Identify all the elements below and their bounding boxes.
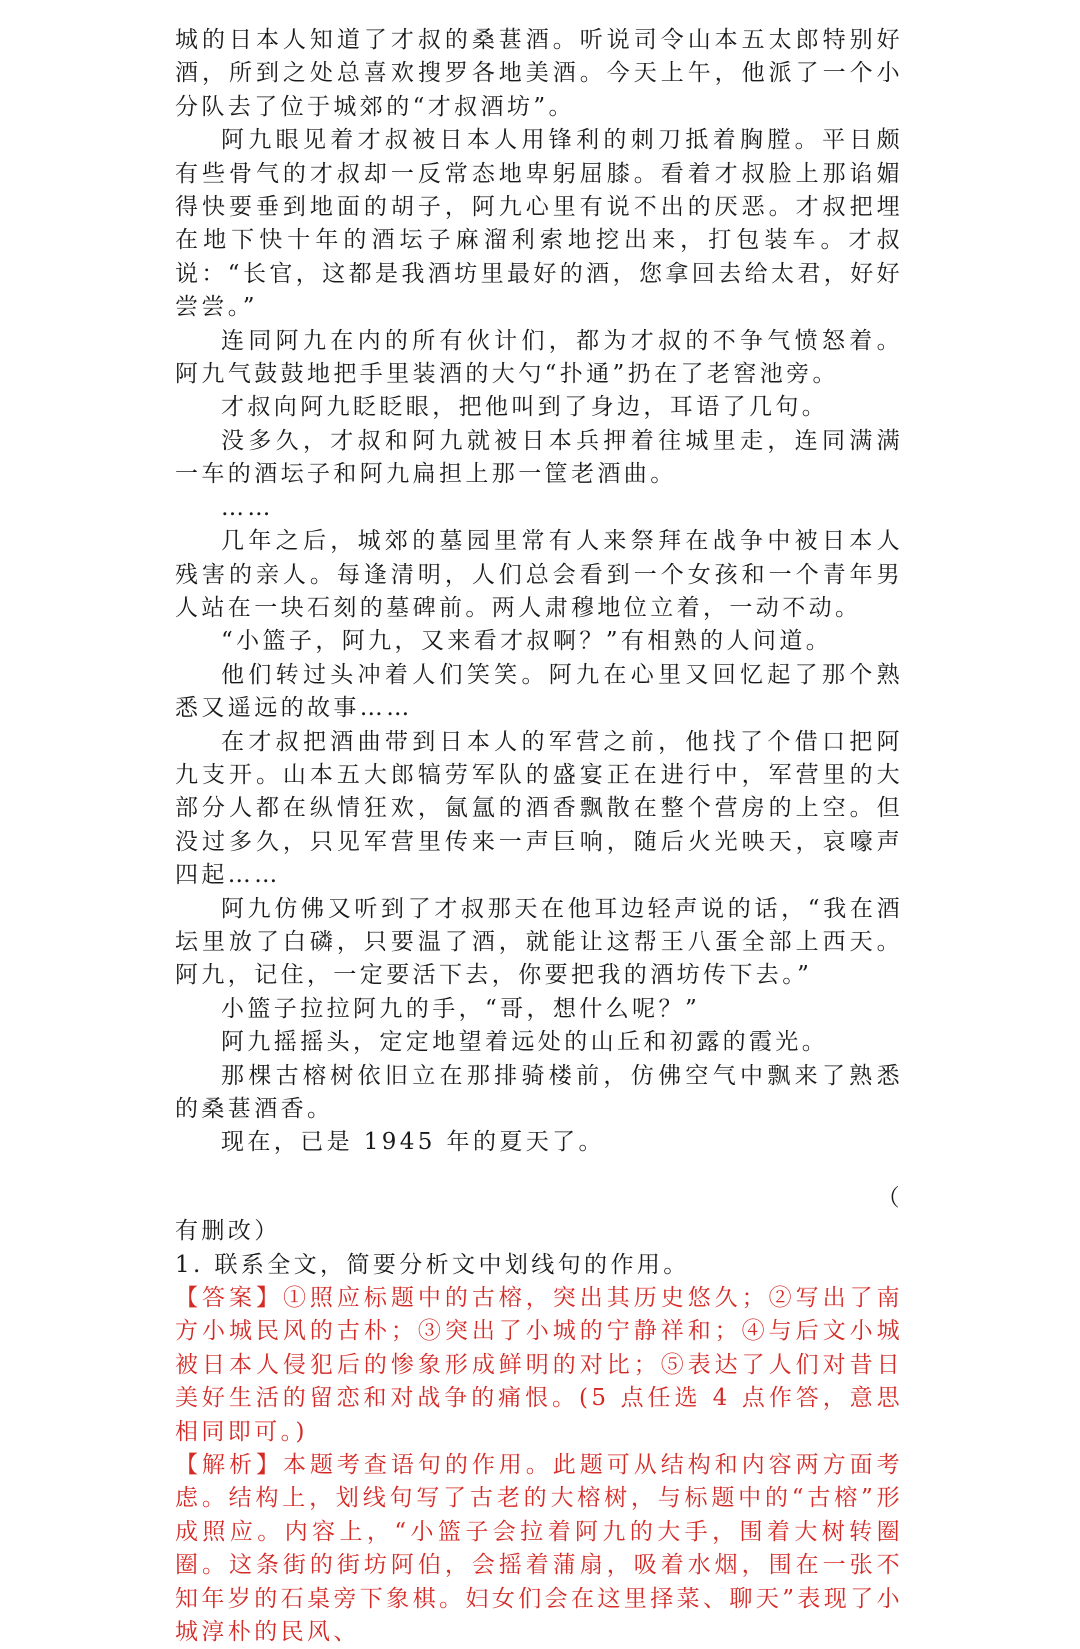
answer-text: ①照应标题中的古榕，突出其历史悠久；②写出了南方小城民风的古朴；③突出了小城的宁静祥和；④与后文小城被日本人侵犯后的惨象形成鲜明的对比；⑤表达了人们对昔日美好生活的留恋和对战争的痛恨。(5 点任选 4 点作答，意思相同即可。) bbox=[175, 1285, 903, 1445]
story-ellipsis: …… bbox=[221, 494, 274, 521]
story-paragraph: 阿九仿佛又听到了才叔那天在他耳边轻声说的话，“我在酒坛里放了白磷，只要温了酒，就能让这帮王八蛋全部上西天。阿九，记住，一定要活下去，你要把我的酒坊传下去。” bbox=[175, 895, 903, 989]
story-paragraph: 那棵古榕树依旧立在那排骑楼前，仿佛空气中飘来了熟悉的桑葚酒香。 bbox=[175, 1062, 903, 1122]
story-paragraph: 几年之后，城郊的墓园里常有人来祭拜在战争中被日本人残害的亲人。每逢清明，人们总会看到一个女孩和一个青年男人站在一块石刻的墓碑前。两人肃穆地位立着，一动不动。 bbox=[175, 528, 903, 621]
story-paragraph: 才叔向阿九眨眨眼，把他叫到了身边，耳语了几句。 bbox=[221, 394, 829, 421]
document-body bbox=[175, 24, 903, 1649]
story-paragraph: 现在，已是 1945 年的夏天了。 bbox=[221, 1129, 605, 1156]
story-paragraph: “小篮子，阿九，又来看才叔啊？”有相熟的人问道。 bbox=[221, 628, 833, 655]
analysis-block bbox=[175, 1449, 903, 1649]
question-1: 1. 联系全文，简要分析文中划线句的作用。 bbox=[175, 1251, 690, 1278]
story-paragraph: 没多久，才叔和阿九就被日本兵押着往城里走，连同满满一车的酒坛子和阿九扁担上那一筐老酒曲。 bbox=[175, 427, 903, 488]
analysis-text: 本题考查语句的作用。此题可从结构和内容两方面考虑。结构上，划线句写了古老的大榕树，与标题中的“古榕”形成照应。内容上，“小篮子会拉着阿九的大手，围着大树转圈圈。这条街的街坊阿伯，会摇着蒲扇，吸着水烟，围在一张不知年岁的石桌旁下象棋。妇女们会在这里择菜、聊天”表现了小城淳朴的民风、 bbox=[175, 1452, 903, 1646]
story-paragraph: 连同阿九在内的所有伙计们，都为才叔的不争气愤怒着。阿九气鼓鼓地把手里装酒的大勺“扑通”扔在了老窖池旁。 bbox=[175, 327, 903, 388]
answer-tag: 【答案】 bbox=[175, 1285, 283, 1312]
story-paragraph: 阿九摇摇头，定定地望着远处的山丘和初露的霞光。 bbox=[221, 1029, 829, 1056]
story-paragraph: 小篮子拉拉阿九的手，“哥，想什么呢？” bbox=[221, 995, 701, 1022]
story-paragraph: 城的日本人知道了才叔的桑葚酒。听说司令山本五太郎特别好酒，所到之处总喜欢搜罗各地美酒。今天上午，他派了一个小分队去了位于城郊的“才叔酒坊”。 bbox=[175, 27, 903, 120]
story-paragraph: 他们转过头冲着人们笑笑。阿九在心里又回忆起了那个熟悉又遥远的故事…… bbox=[175, 661, 903, 722]
story-paragraph: 在才叔把酒曲带到日本人的军营之前，他找了个借口把阿九支开。山本五大郎犒劳军队的盛宴正在进行中，军营里的大部分人都在纵情狂欢，氤氲的酒香飘散在整个营房的上空。但没过多久，只见军营里传来一声巨响，随后火光映天，哀嚎声四起…… bbox=[175, 728, 903, 889]
analysis-tag: 【解析】 bbox=[175, 1452, 283, 1479]
story-paragraph: 阿九眼见着才叔被日本人用锋利的刺刀抵着胸膛。平日颇有些骨气的才叔却一反常态地卑躬屈膝。看着才叔脸上那谄媚得快要垂到地面的胡子，阿九心里有说不出的厌恶。才叔把埋在地下快十年的酒坛子麻溜利索地挖出来，打包装车。才叔说：“长官，这都是我酒坊里最好的酒，您拿回去给太君，好好尝尝。” bbox=[175, 127, 903, 321]
source-paren: （ bbox=[876, 1184, 903, 1211]
source-note: 有删改） bbox=[175, 1218, 281, 1245]
answer-block bbox=[175, 1282, 903, 1449]
